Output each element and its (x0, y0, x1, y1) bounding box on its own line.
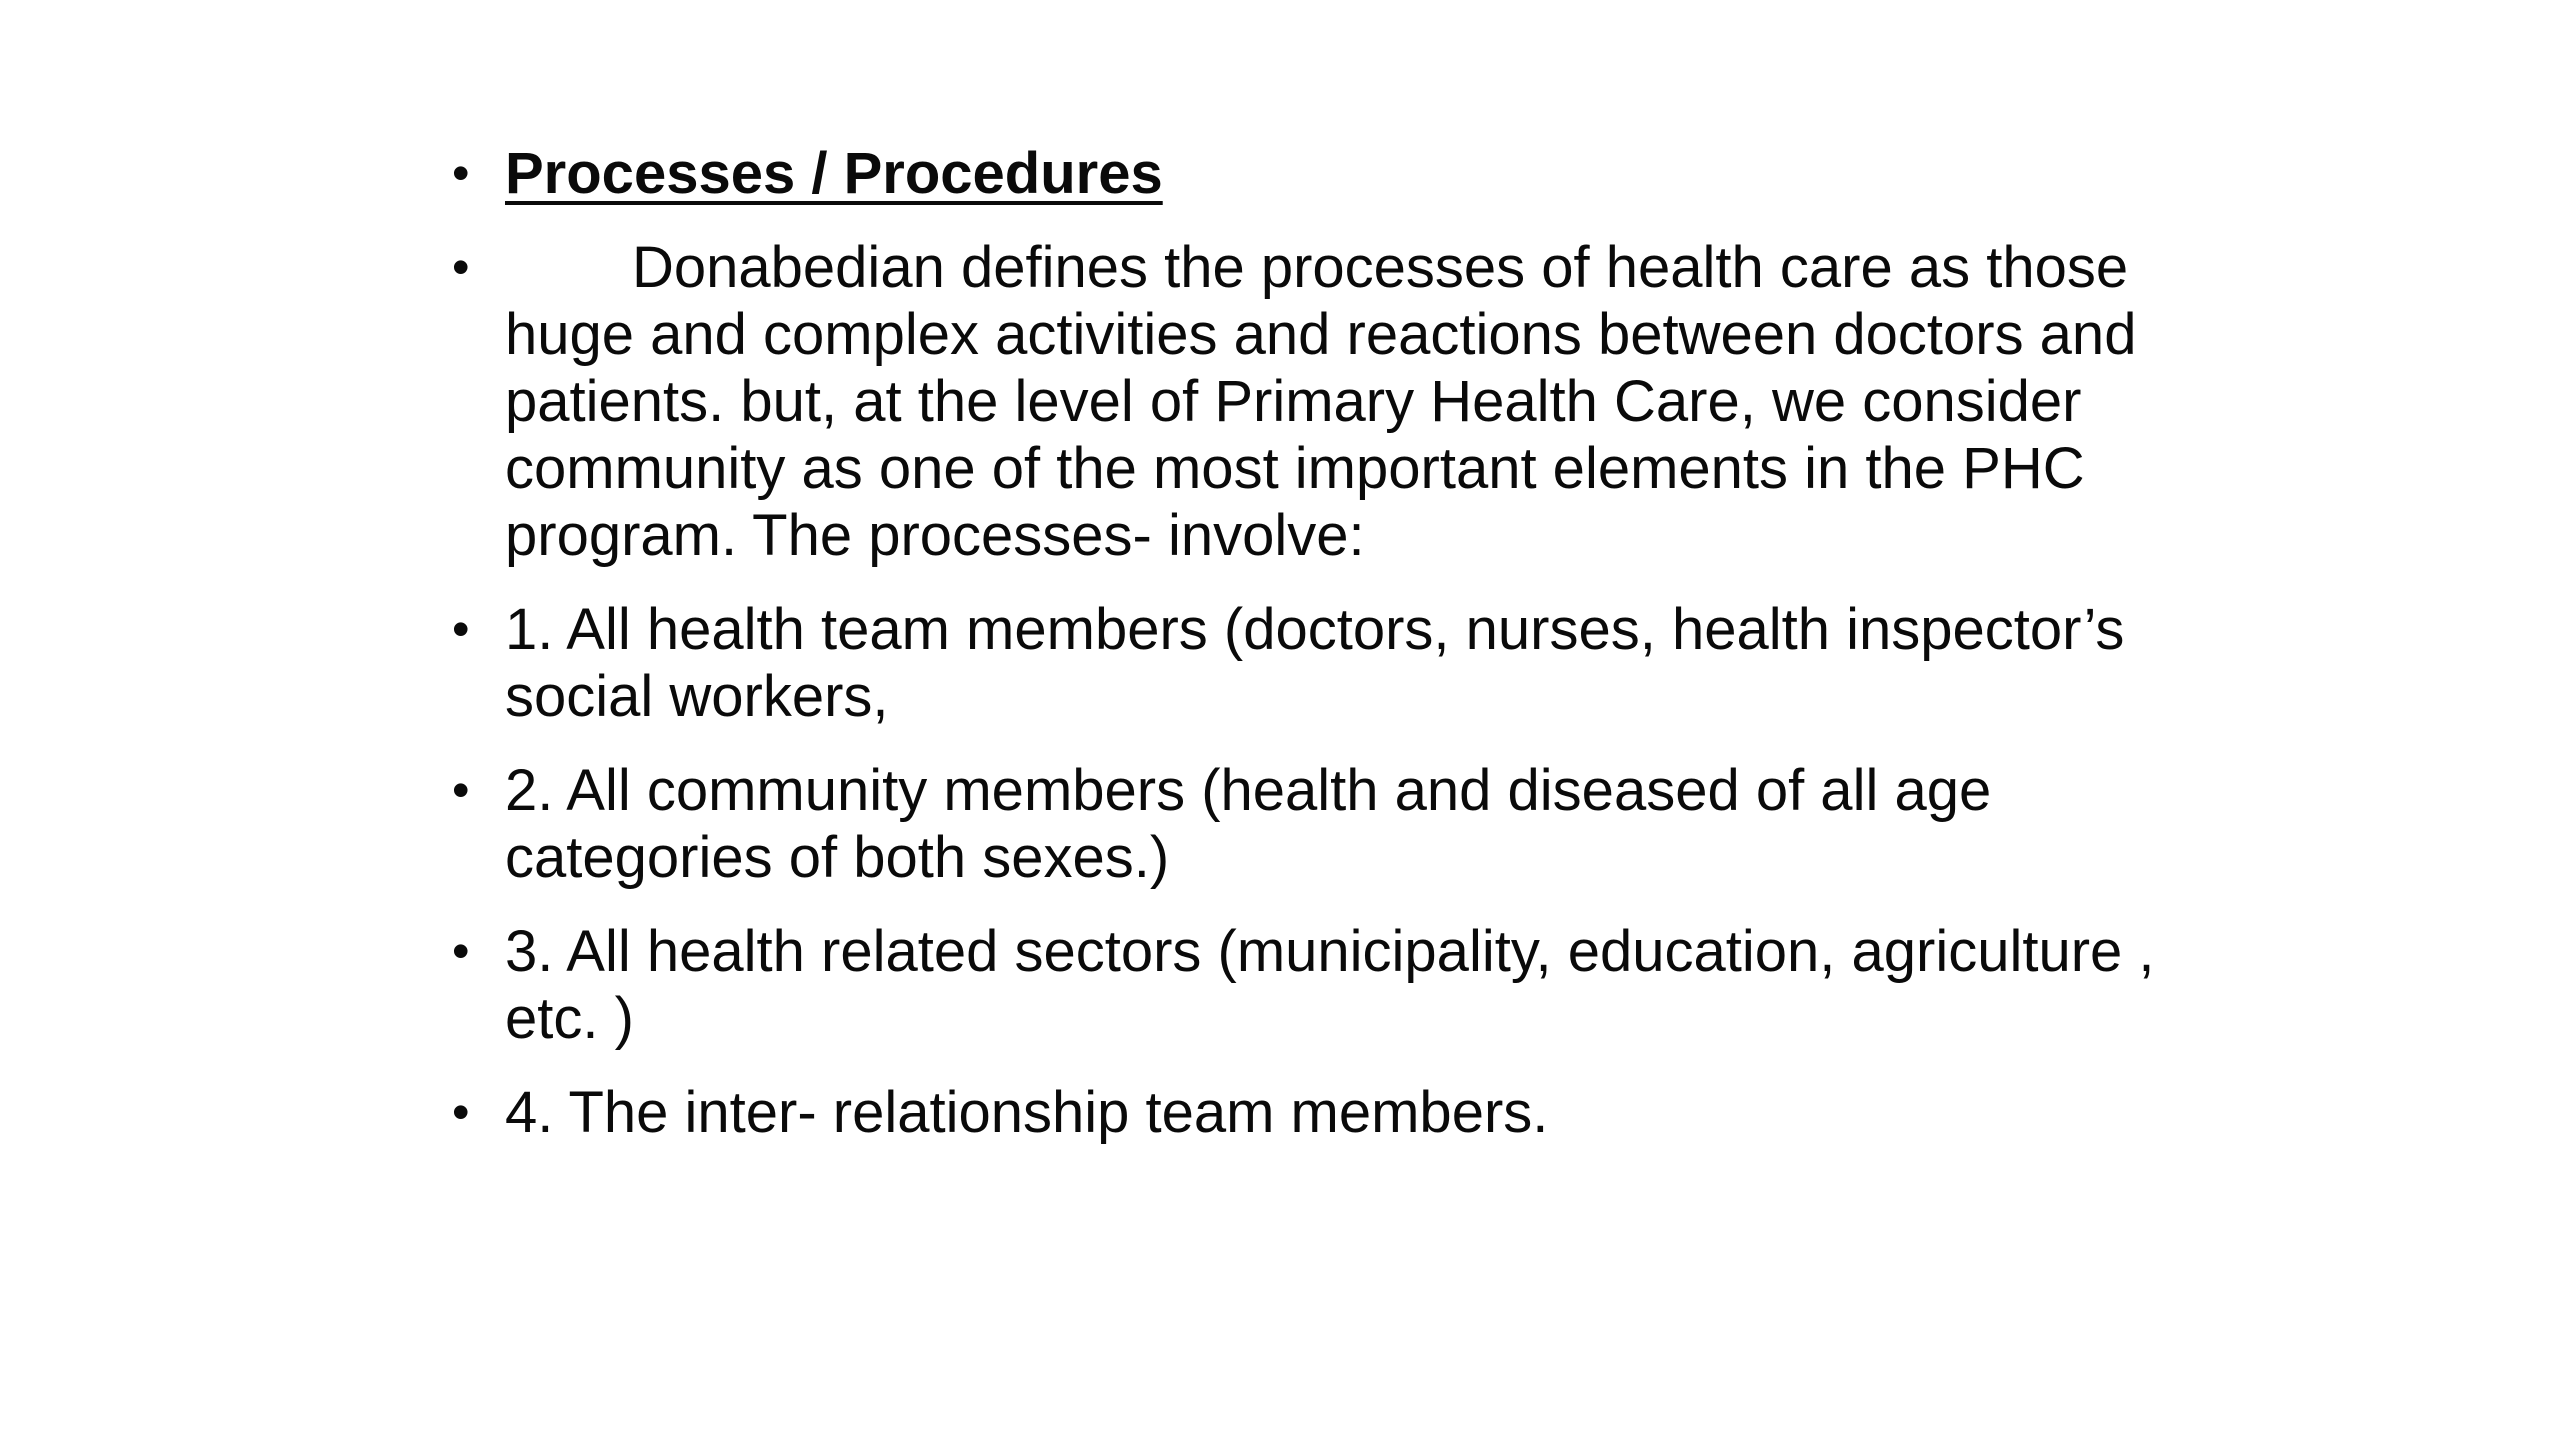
bullet-list (452, 140, 2212, 1146)
list-item-text: 2. All community members (health and diseased of all age categories of both sexes.) (505, 758, 1992, 890)
bullet-icon: • (452, 145, 470, 201)
section-heading: Processes / Procedures (505, 141, 1163, 206)
list-item (452, 918, 2212, 1052)
list-item-text: 3. All health related sectors (municipality, education, agriculture , etc. ) (505, 919, 2155, 1051)
paragraph-text: Donabedian defines the processes of health care as those huge and complex activities and reactions between doctors and patients. but, at the level of Primary Health Care, we consider community as one of the most important elements in the PHC program. The processes- involve: (505, 235, 2137, 568)
list-item-text: 1. All health team members (doctors, nurses, health inspector’s social workers, (505, 597, 2125, 729)
list-item-text: 4. The inter- relationship team members. (505, 1080, 1549, 1145)
heading-item (452, 140, 2212, 207)
bullet-icon: • (452, 923, 470, 979)
bullet-icon: • (452, 239, 470, 295)
bullet-icon: • (452, 1084, 470, 1140)
bullet-icon: • (452, 601, 470, 657)
bullet-icon: • (452, 762, 470, 818)
paragraph-block (505, 234, 2212, 569)
paragraph-item (452, 234, 2212, 569)
list-item (452, 596, 2212, 730)
list-item (452, 1079, 2212, 1146)
slide-content (452, 140, 2212, 1173)
list-item (452, 757, 2212, 891)
